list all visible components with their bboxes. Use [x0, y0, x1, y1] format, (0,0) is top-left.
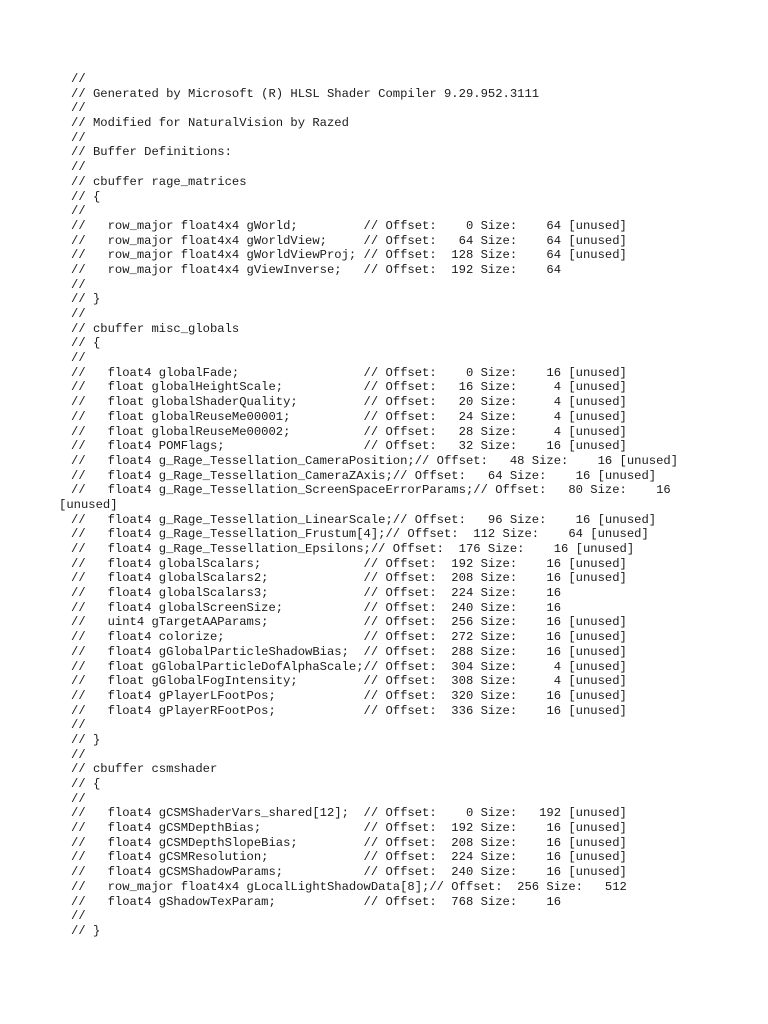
code-line: // — [71, 277, 86, 292]
code-line: // float4 gShadowTexParam; // Offset: 768 Size: 16 — [71, 894, 562, 909]
code-line: // Buffer Definitions: — [71, 145, 232, 160]
code-line: // float4 POMFlags; // Offset: 32 Size: 16 [unused] — [71, 439, 627, 454]
code-line: // cbuffer rage_matrices — [71, 174, 247, 189]
code-line: // float4 gPlayerRFootPos; // Offset: 336 Size: 16 [unused] — [71, 703, 627, 718]
code-line: // — [71, 718, 86, 733]
code-line: // float4 g_Rage_Tessellation_CameraPosition;// Offset: 48 Size: 16 [unused] — [71, 453, 679, 468]
code-line: // — [71, 130, 86, 145]
code-line: // float4 gCSMShadowParams; // Offset: 240 Size: 16 [unused] — [71, 865, 627, 880]
code-line: // Generated by Microsoft (R) HLSL Shader Compiler 9.29.952.3111 — [71, 86, 540, 101]
code-line: // } — [71, 292, 101, 307]
code-line: // row_major float4x4 gWorldViewProj; // Offset: 128 Size: 64 [unused] — [71, 248, 627, 263]
code-line: // { — [71, 189, 101, 204]
code-line: // float globalReuseMe00001; // Offset: 24 Size: 4 [unused] — [71, 409, 627, 424]
code-line: // float4 gCSMDepthSlopeBias; // Offset: 208 Size: 16 [unused] — [71, 835, 627, 850]
code-line: // float globalShaderQuality; // Offset: 20 Size: 4 [unused] — [71, 395, 627, 410]
code-line: // uint4 gTargetAAParams; // Offset: 256 Size: 16 [unused] — [71, 615, 627, 630]
code-line: // — [71, 351, 86, 366]
code-line: // — [71, 747, 86, 762]
document-page — [59, 72, 711, 939]
code-line: // float gGlobalParticleDofAlphaScale;// Offset: 304 Size: 4 [unused] — [71, 659, 627, 674]
code-line: // row_major float4x4 gWorldView; // Offset: 64 Size: 64 [unused] — [71, 233, 627, 248]
code-line: // { — [71, 336, 101, 351]
code-line: // float4 gCSMShaderVars_shared[12]; // Offset: 0 Size: 192 [unused] — [71, 806, 627, 821]
code-line: // float4 globalScalars2; // Offset: 208 Size: 16 [unused] — [71, 571, 627, 586]
code-line: // float4 g_Rage_Tessellation_Frustum[4];// Offset: 112 Size: 64 [unused] — [71, 527, 649, 542]
code-line: // Modified for NaturalVision by Razed — [71, 116, 349, 131]
code-line-wrapped: [unused] — [59, 497, 118, 512]
code-line: // } — [71, 732, 101, 747]
code-line: // float4 g_Rage_Tessellation_ScreenSpaceErrorParams;// Offset: 80 Size: 16 — [71, 483, 671, 498]
code-line: // float4 g_Rage_Tessellation_LinearScale;// Offset: 96 Size: 16 [unused] — [71, 512, 657, 527]
code-line: // — [71, 160, 86, 175]
code-line: // — [71, 307, 86, 321]
code-line: // float4 globalScalars; // Offset: 192 Size: 16 [unused] — [71, 556, 627, 571]
code-line: // float4 globalScreenSize; // Offset: 240 Size: 16 — [71, 600, 562, 615]
code-line: // float4 globalFade; // Offset: 0 Size: 16 [unused] — [71, 365, 627, 380]
code-line: // cbuffer misc_globals — [71, 321, 240, 336]
code-line: // float4 colorize; // Offset: 272 Size: 16 [unused] — [71, 630, 627, 645]
code-line: // — [71, 101, 86, 116]
code-line: // float4 gGlobalParticleShadowBias; // Offset: 288 Size: 16 [unused] — [71, 644, 627, 659]
code-line: // row_major float4x4 gWorld; // Offset: 0 Size: 64 [unused] — [71, 218, 627, 233]
code-line: // row_major float4x4 gLocalLightShadowData[8];// Offset: 256 Size: 512 — [71, 879, 627, 894]
code-line: // — [71, 72, 86, 86]
code-line: // float4 gCSMResolution; // Offset: 224 Size: 16 [unused] — [71, 850, 627, 865]
code-line: // float4 g_Rage_Tessellation_CameraZAxis;// Offset: 64 Size: 16 [unused] — [71, 468, 657, 483]
code-line: // float globalHeightScale; // Offset: 16 Size: 4 [unused] — [71, 380, 627, 395]
code-line: // — [71, 791, 86, 806]
code-line: // — [71, 909, 86, 924]
code-line: // float globalReuseMe00002; // Offset: 28 Size: 4 [unused] — [71, 424, 627, 439]
code-line: // float4 gCSMDepthBias; // Offset: 192 Size: 16 [unused] — [71, 821, 627, 836]
code-line: // } — [71, 923, 101, 938]
code-line: // cbuffer csmshader — [71, 762, 218, 777]
code-line: // — [71, 204, 86, 219]
code-line: // float gGlobalFogIntensity; // Offset: 308 Size: 4 [unused] — [71, 674, 627, 689]
code-line: // row_major float4x4 gViewInverse; // Offset: 192 Size: 64 — [71, 262, 562, 277]
code-line: // { — [71, 777, 101, 791]
code-line: // float4 g_Rage_Tessellation_Epsilons;// Offset: 176 Size: 16 [unused] — [71, 542, 635, 556]
code-line: // float4 gPlayerLFootPos; // Offset: 320 Size: 16 [unused] — [71, 688, 627, 703]
code-line: // float4 globalScalars3; // Offset: 224 Size: 16 — [71, 586, 562, 601]
